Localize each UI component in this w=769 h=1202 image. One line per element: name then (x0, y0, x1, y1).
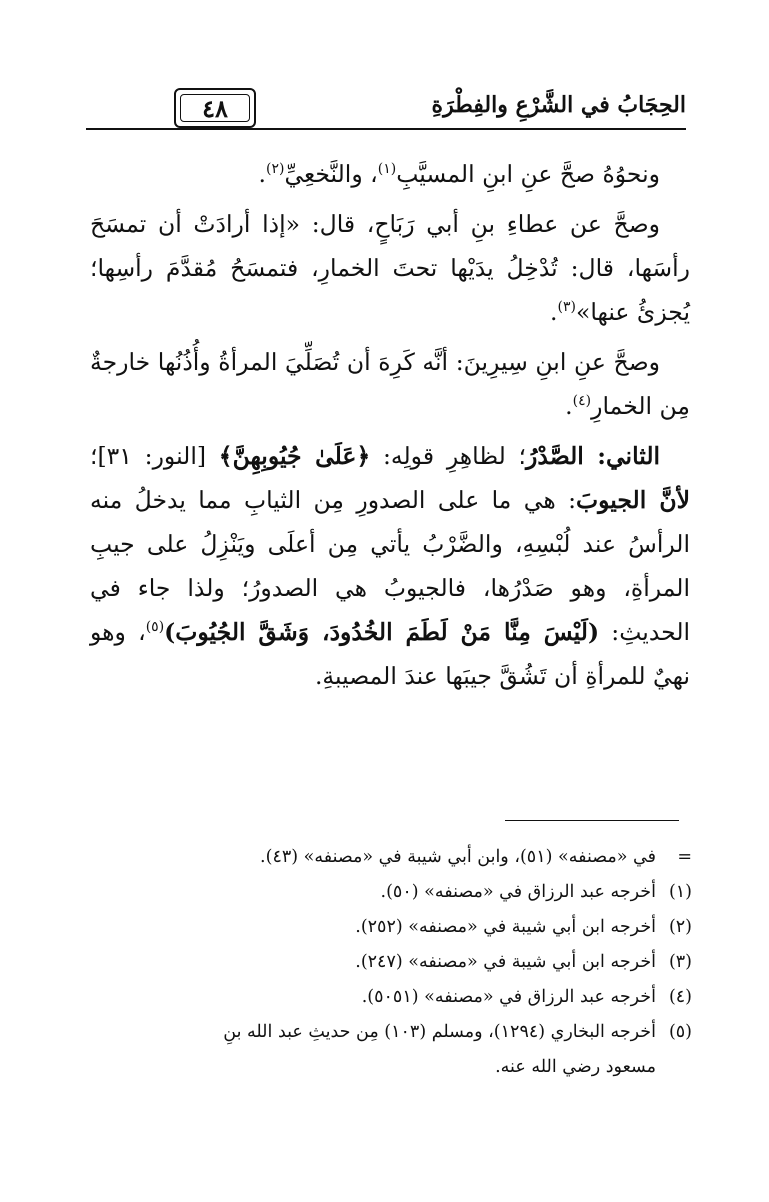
footnote-marker: (٥) (668, 1022, 692, 1042)
page-number: ٤٨ (180, 94, 250, 122)
footnote (80, 945, 692, 980)
footnote (80, 910, 692, 945)
main-text (90, 152, 690, 704)
footnote-marker: (١) (668, 882, 692, 902)
page-number-frame (174, 88, 256, 128)
footnote (80, 875, 692, 910)
footnotes (80, 840, 692, 1085)
p1-text-a: ونحوُهُ صحَّ عنِ ابنِ المسيَّبِ (396, 160, 660, 188)
footnote-marker: (٤) (668, 987, 692, 1007)
footnote-ref-1: (١) (377, 161, 397, 178)
footnote-text: أخرجه ابن أبي شيبة في «مصنفه» (٢٤٧). (355, 952, 656, 972)
footnote-separator (505, 820, 679, 821)
footnote-marker: (٣) (668, 952, 692, 972)
p1-text-b: ، والنَّخعِيِّ (284, 160, 378, 188)
footnote-ref-3: (٣) (557, 299, 576, 316)
footnote-ref-2: (٢) (265, 161, 285, 178)
footnote (80, 840, 692, 875)
footnote-ref-4: (٤) (572, 393, 592, 410)
footnote-text: أخرجه عبد الرزاق في «مصنفه» (٥٠). (380, 882, 656, 902)
p4-text-c: ، وهو نهيٌ للمرأةِ أن تَشُقَّ جيبَها عندَ المصيبةِ. (90, 618, 690, 690)
paragraph-3 (90, 340, 690, 428)
footnote-text: في «مصنفه» (٥١)، وابن أبي شيبة في «مصنفه» (٤٣). (260, 847, 656, 867)
p4-ref: [النور: ٣١]؛ (90, 442, 219, 470)
paragraph-4 (90, 434, 690, 698)
p4-bold-b: لأنَّ الجيوبَ (576, 486, 690, 514)
footnote-continuation: مسعود رضي الله عنه. (495, 1057, 656, 1077)
running-title: الحِجَابُ في الشَّرْعِ والفِطْرَةِ (431, 92, 686, 118)
footnote-marker: (٢) (668, 917, 692, 937)
p3-end: . (565, 392, 573, 420)
paragraph-2 (90, 202, 690, 334)
hadith-quote: (لَيْسَ مِنَّا مَنْ لَطَمَ الخُدُودَ، وَشَقَّ الجُيُوبَ) (164, 618, 600, 646)
footnote-ref-5: (٥) (145, 619, 165, 636)
footnote-text: أخرجه ابن أبي شيبة في «مصنفه» (٢٥٢). (355, 917, 656, 937)
quran-quote: ﴿عَلَىٰ جُيُوبِهِنَّ﴾ (218, 442, 371, 470)
footnote-marker: = (677, 847, 692, 867)
footnote-text: أخرجه البخاري (١٢٩٤)، ومسلم (١٠٣) مِن حديثِ عبد الله بنِ (223, 1022, 656, 1042)
p2-end: . (550, 298, 558, 326)
p4-text-a: ؛ لظاهِرِ قولِه: (370, 442, 527, 470)
p4-lead: الثاني: الصَّدْرُ (526, 442, 661, 470)
footnote (80, 1015, 692, 1050)
paragraph-1 (90, 152, 690, 196)
p3-text: وصحَّ عنِ ابنِ سِيرِينَ: أنَّه كَرِهَ أن تُصَلِّيَ المرأةُ وأُذُنُها خارجةٌ مِن الخمارِ (90, 348, 690, 420)
footnote (80, 980, 692, 1015)
header-rule (86, 128, 686, 130)
page-header (86, 88, 686, 140)
p2-text: وصحَّ عن عطاءِ بنِ أبي رَبَاحٍ، قال: «إذا أرادَتْ أن تمسَحَ رأسَها، قال: تُدْخِلُ يدَيْها تحتَ الخمارِ، فتمسَحُ مُقدَّمَ رأسِها؛ يُجزئُ عنها» (90, 210, 690, 326)
p4-text-b: : هي ما على الصدورِ مِن الثيابِ مما يدخلُ منه الرأسُ عند لُبْسِهِ، والضَّرْبُ يأتي مِن أعلَى ويَنْزِلُ على جيبِ المرأةِ، وهو صَدْرُها، فالجيوبُ هي الصدورُ؛ ولذا جاء في الحديثِ: (90, 486, 691, 646)
footnote-text: أخرجه عبد الرزاق في «مصنفه» (٥٠٥١). (361, 987, 656, 1007)
p1-text-c: . (258, 160, 266, 188)
